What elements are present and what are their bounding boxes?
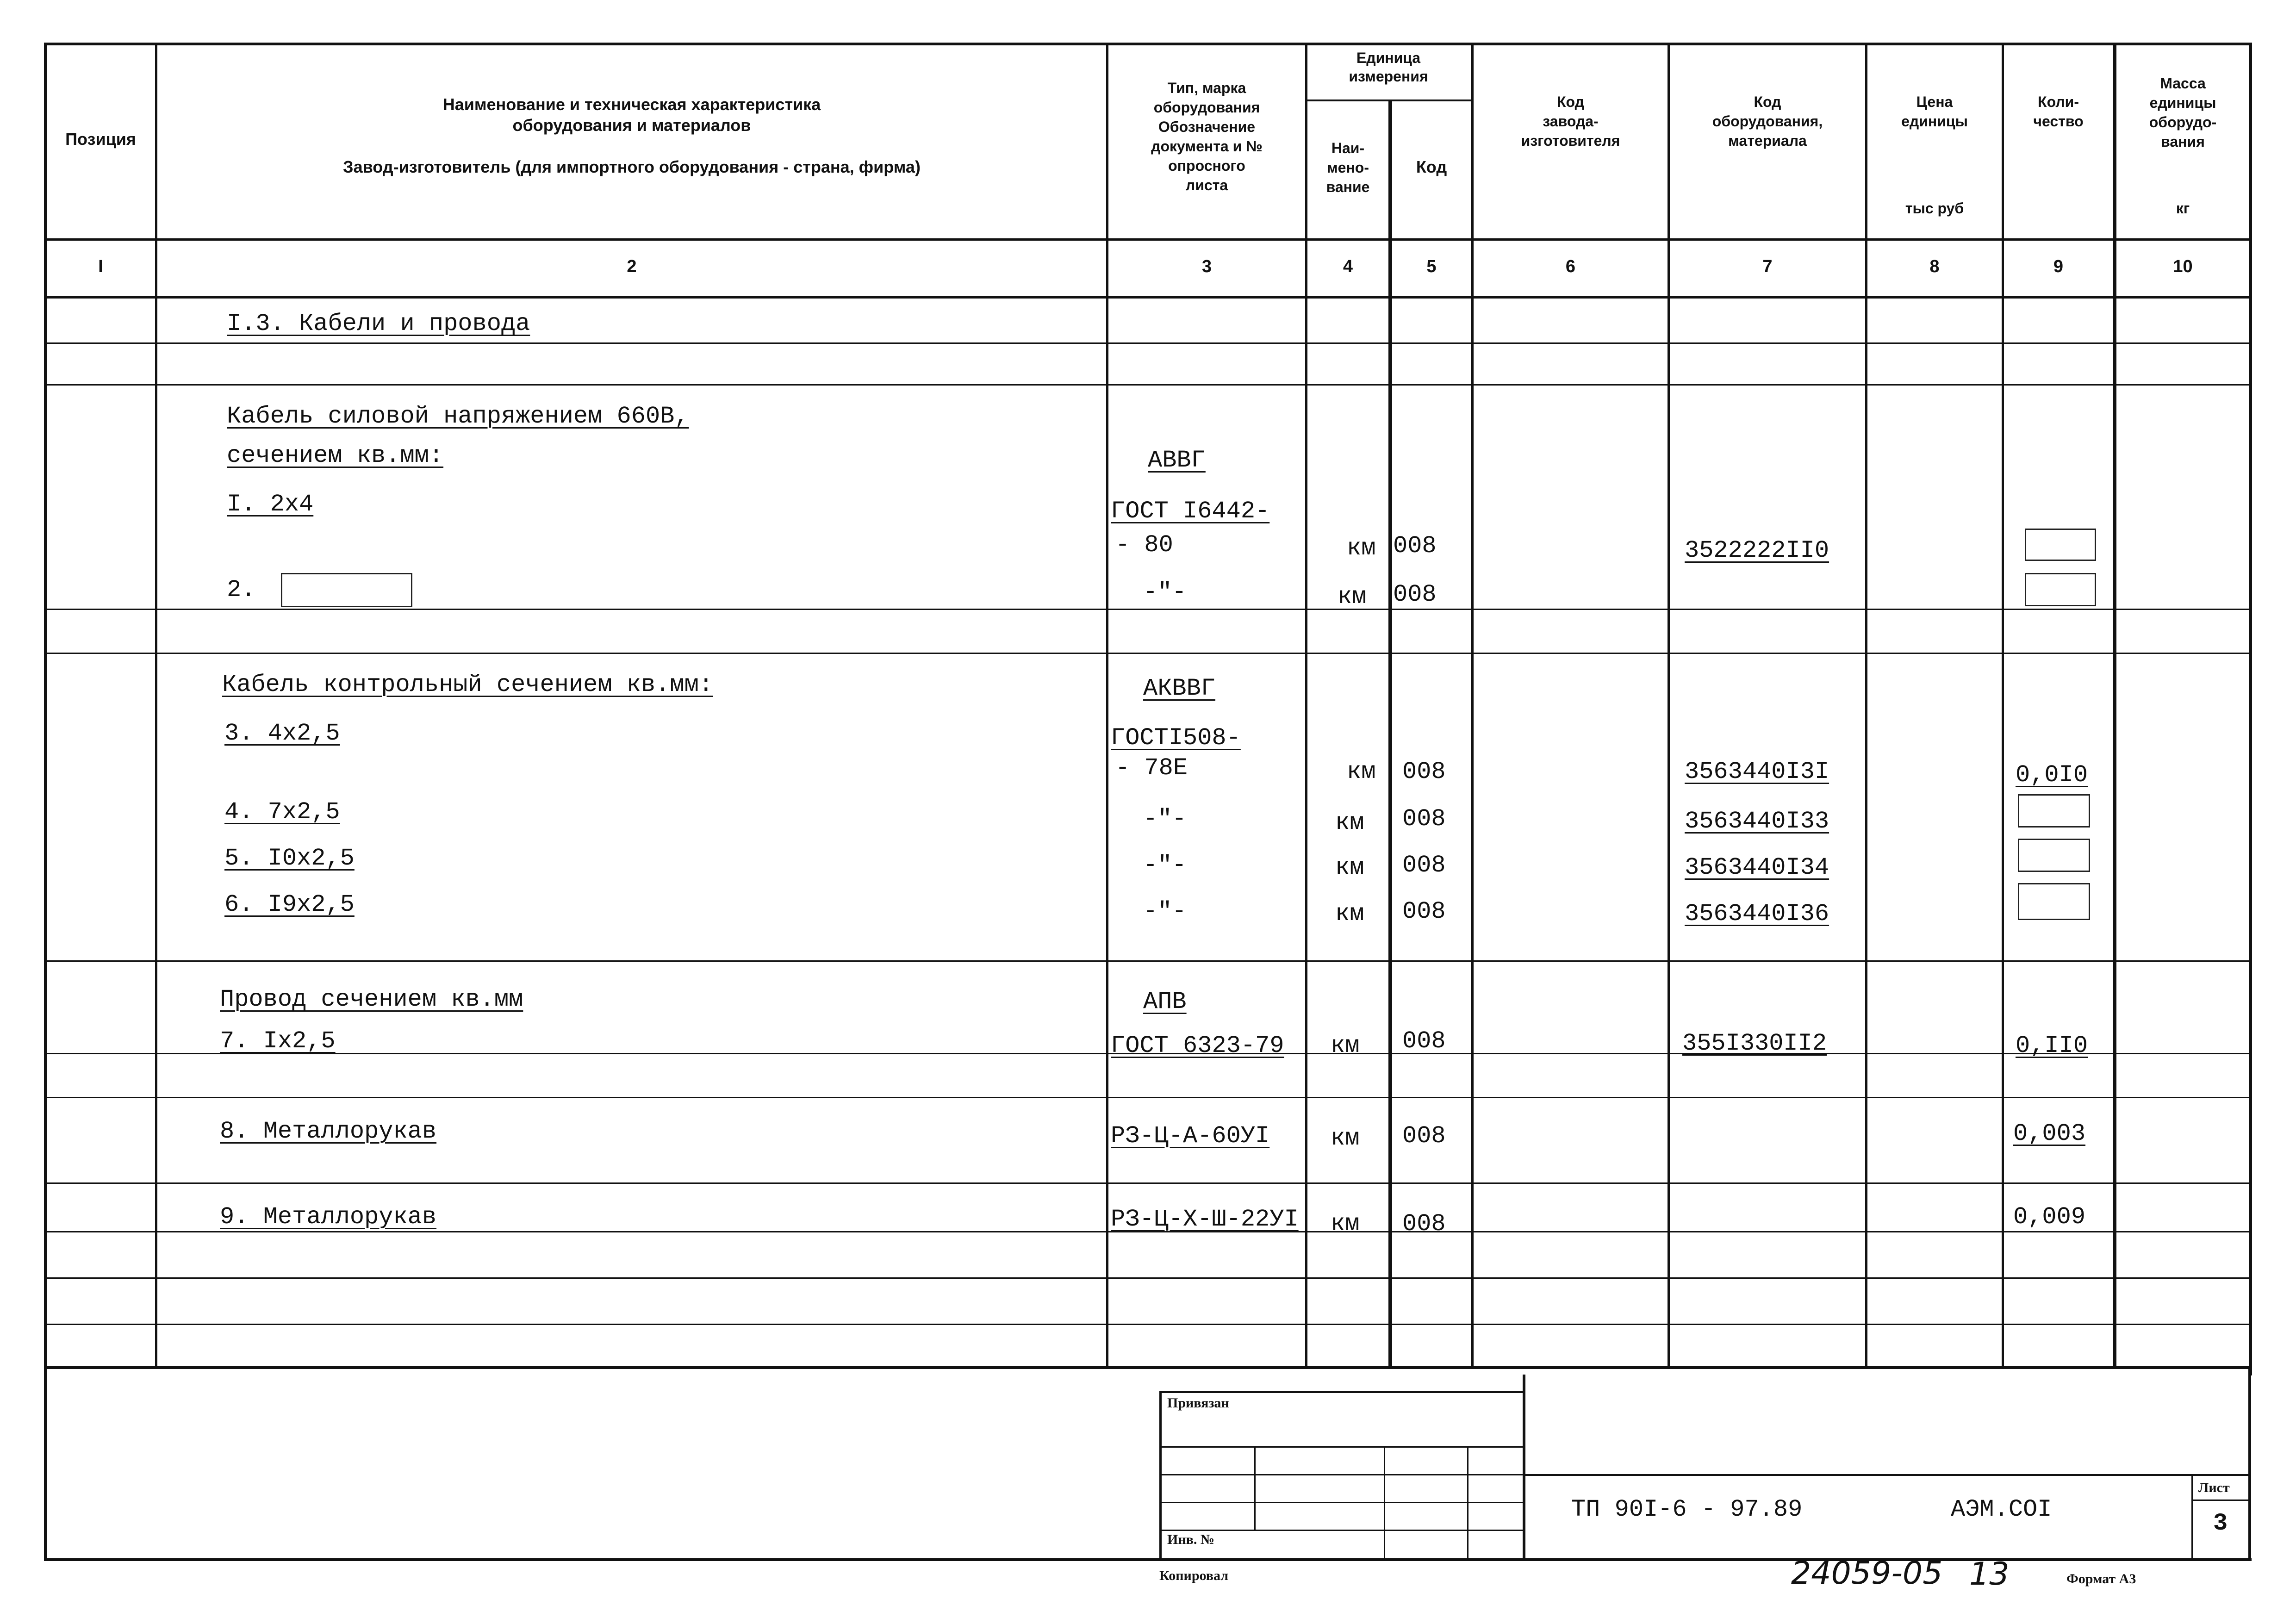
- row1-type-line2: - 80: [1115, 531, 1173, 559]
- archive-number: 24059-05: [1791, 1555, 1943, 1592]
- row-line: [44, 384, 2252, 386]
- header-unit-code: Код: [1416, 157, 1447, 176]
- header-name-line2: оборудования и материалов: [512, 116, 751, 135]
- header-unit: Единица измерения: [1349, 50, 1428, 85]
- col-number-3: 3: [1201, 257, 1212, 276]
- row9-qty: 0,009: [2013, 1203, 2086, 1231]
- row-line: [44, 609, 2252, 610]
- row6-unit: км: [1335, 900, 1364, 927]
- row-line: [44, 1324, 2252, 1325]
- frame-top: [44, 43, 2252, 45]
- col-number-9: 9: [2053, 257, 2064, 276]
- row4-unit: км: [1335, 809, 1364, 836]
- sheet-box-left: [2191, 1474, 2193, 1560]
- section-title: I.3. Кабели и провода: [227, 310, 530, 337]
- row-line: [44, 960, 2252, 962]
- row7-code: 008: [1402, 1027, 1446, 1055]
- row1-code: 008: [1393, 532, 1437, 560]
- power-cable-subtitle: сечением кв.мм:: [227, 442, 444, 469]
- header-mass-line1: Масса: [2160, 75, 2206, 92]
- header-equip-line2: оборудования,: [1712, 113, 1823, 130]
- row5-name: 5. I0x2,5: [224, 845, 355, 872]
- col-line-8: [2002, 43, 2004, 1369]
- row2-name: 2.: [227, 576, 256, 604]
- col-number-6: 6: [1565, 257, 1576, 276]
- control-cable-type: АКВВГ: [1143, 675, 1216, 702]
- row2-type: -"-: [1143, 579, 1187, 606]
- stamp-row-c: [1159, 1502, 1525, 1503]
- row-line: [44, 1182, 2252, 1184]
- header-mass-line3: оборудо-: [2149, 114, 2217, 131]
- stamp-top: [1159, 1391, 1525, 1393]
- col-number-10: 10: [2173, 257, 2193, 276]
- row8-qty: 0,003: [2013, 1120, 2086, 1147]
- row6-code: 008: [1402, 898, 1446, 925]
- header-unit-name-line1: Наи-: [1331, 140, 1365, 156]
- col-number-8: 8: [1929, 257, 1940, 276]
- header-position: Позиция: [65, 130, 136, 149]
- col-line-6: [1668, 43, 1670, 1369]
- stamp-col-c: [1467, 1446, 1468, 1560]
- header-equip-line1: Код: [1754, 93, 1781, 110]
- row1-equip-code: 3522222II0: [1685, 537, 1829, 564]
- wire-type: АПВ: [1143, 988, 1187, 1015]
- sheet-box-mid: [2191, 1500, 2251, 1501]
- row6-qty-box: [2018, 883, 2090, 920]
- row8-code: 008: [1402, 1122, 1446, 1150]
- header-mfr-line3: изготовителя: [1521, 132, 1620, 149]
- row2-qty-box: [2025, 573, 2096, 606]
- row1-qty-box: [2025, 529, 2096, 561]
- row4-code: 008: [1402, 805, 1446, 833]
- row1-unit: км: [1347, 535, 1376, 562]
- header-mass-line4: вания: [2161, 133, 2205, 150]
- row8-unit: км: [1331, 1125, 1360, 1152]
- doc-mark: АЭМ.COI: [1951, 1496, 2052, 1523]
- col-number-2: 2: [627, 257, 637, 276]
- row3-type-line2: - 78Е: [1115, 754, 1188, 782]
- table-bottom: [44, 1366, 2252, 1369]
- row6-type: -"-: [1143, 898, 1187, 925]
- archive-sub: 13: [1969, 1556, 2010, 1593]
- stamp-right: [2248, 1368, 2251, 1560]
- header-unit-name-line2: мено-: [1327, 159, 1369, 176]
- header-name-line1: Наименование и техническая характеристика: [442, 95, 821, 114]
- row5-equip-code: 3563440I34: [1685, 854, 1829, 881]
- row8-name: 8. Металлорукав: [220, 1118, 437, 1145]
- title-line: [1524, 1474, 2251, 1476]
- row5-unit: км: [1335, 854, 1364, 881]
- row5-type: -"-: [1143, 852, 1187, 879]
- header-price-unit: тыс руб: [1905, 200, 1964, 217]
- stamp-divider: [1523, 1375, 1525, 1560]
- header-name-line3: Завод-изготовитель (для импортного оборудования - страна, фирма): [343, 157, 921, 176]
- row3-unit: км: [1347, 758, 1376, 785]
- sheet-number: 3: [2213, 1510, 2228, 1537]
- header-price-line2: единицы: [1901, 113, 1968, 130]
- col-number-1: I: [98, 257, 103, 276]
- header-type-line4: документа и №: [1151, 138, 1263, 155]
- stamp-inv: Инв. №: [1167, 1532, 1214, 1547]
- col-line-1: [155, 43, 157, 1369]
- row9-type: РЗ-Ц-Х-Ш-22УI: [1111, 1206, 1299, 1233]
- header-mfr-line2: завода-: [1543, 113, 1599, 130]
- col-number-4: 4: [1343, 257, 1353, 276]
- stamp-copied: Копировал: [1159, 1568, 1229, 1583]
- col-line-7: [1865, 43, 1867, 1369]
- doc-code: ТП 90I-6 - 97.89: [1571, 1496, 1803, 1523]
- header-type-line5: опросного: [1168, 157, 1245, 174]
- stamp-privyazan: Привязан: [1167, 1395, 1229, 1411]
- row9-name: 9. Металлорукав: [220, 1203, 437, 1231]
- row6-equip-code: 3563440I36: [1685, 900, 1829, 927]
- header-unit-name-line3: вание: [1326, 179, 1370, 195]
- row-line: [44, 1277, 2252, 1279]
- row5-qty-box: [2018, 839, 2090, 872]
- row3-qty: 0,0I0: [2016, 761, 2088, 789]
- control-cable-title: Кабель контрольный сечением кв.мм:: [222, 671, 713, 698]
- row2-unit: км: [1338, 583, 1367, 610]
- col-line-4: [1388, 100, 1392, 1369]
- header-type-line1: Тип, марка: [1167, 80, 1246, 96]
- row4-name: 4. 7x2,5: [224, 798, 340, 826]
- stamp-col-b: [1384, 1446, 1385, 1560]
- row8-type: РЗ-Ц-А-60УI: [1111, 1122, 1270, 1150]
- stamp-row-a: [1159, 1446, 1525, 1448]
- row2-name-box: [281, 573, 412, 607]
- power-cable-title: Кабель силовой напряжением 660В,: [227, 403, 689, 430]
- row7-name: 7. Ix2,5: [220, 1027, 336, 1055]
- stamp-row-d: [1159, 1530, 1525, 1531]
- header-price-line1: Цена: [1916, 93, 1953, 110]
- header-type-line2: оборудования: [1153, 99, 1260, 116]
- header-type-line3: Обозначение: [1158, 118, 1256, 135]
- row3-name: 3. 4x2,5: [224, 720, 340, 747]
- row4-equip-code: 3563440I33: [1685, 808, 1829, 835]
- header-mass-line2: единицы: [2149, 94, 2216, 111]
- row-line: [44, 653, 2252, 654]
- wire-title: Провод сечением кв.мм: [220, 986, 523, 1013]
- frame-right: [2249, 43, 2252, 1375]
- col-number-5: 5: [1426, 257, 1437, 276]
- row2-code: 008: [1393, 581, 1437, 608]
- numbers-bottom: [44, 296, 2252, 299]
- col-line-5: [1471, 43, 1474, 1369]
- row9-code: 008: [1402, 1210, 1446, 1238]
- header-equip-line3: материала: [1728, 132, 1807, 149]
- header-mfr-line1: Код: [1557, 93, 1584, 110]
- row7-equip-code: 355I330II2: [1682, 1030, 1827, 1057]
- col-number-7: 7: [1762, 257, 1773, 276]
- format-label: Формат А3: [2066, 1571, 2136, 1587]
- header-type-line6: листа: [1185, 177, 1228, 193]
- row1-name: I. 2x4: [227, 491, 314, 518]
- row7-unit: км: [1331, 1032, 1360, 1059]
- row9-unit: км: [1331, 1210, 1360, 1238]
- row5-code: 008: [1402, 852, 1446, 879]
- row3-code: 008: [1402, 758, 1446, 785]
- header-qty-line2: чество: [2033, 113, 2084, 130]
- power-cable-type: АВВГ: [1148, 447, 1206, 474]
- header-qty-line1: Коли-: [2038, 93, 2079, 110]
- row7-type: ГОСТ 6323-79: [1111, 1032, 1284, 1059]
- row3-type-line1: ГОСТI508-: [1111, 724, 1241, 752]
- row6-name: 6. I9x2,5: [224, 891, 355, 918]
- row1-type-line1: ГОСТ I6442-: [1111, 498, 1270, 525]
- row-line: [44, 342, 2252, 344]
- header-mass-unit: кг: [2176, 200, 2190, 217]
- row4-type: -"-: [1143, 805, 1187, 833]
- sheet-label: Лист: [2198, 1480, 2230, 1495]
- stamp-row-b: [1159, 1474, 1525, 1475]
- col-line-9: [2113, 43, 2116, 1369]
- col-line-2: [1106, 43, 1108, 1369]
- header-bottom: [44, 238, 2252, 241]
- stamp-col-a: [1254, 1446, 1256, 1530]
- row3-equip-code: 3563440I3I: [1685, 758, 1829, 785]
- row-line: [44, 1097, 2252, 1098]
- col-line-3: [1305, 43, 1307, 1369]
- row4-qty-box: [2018, 794, 2090, 828]
- row7-qty: 0,II0: [2016, 1032, 2088, 1059]
